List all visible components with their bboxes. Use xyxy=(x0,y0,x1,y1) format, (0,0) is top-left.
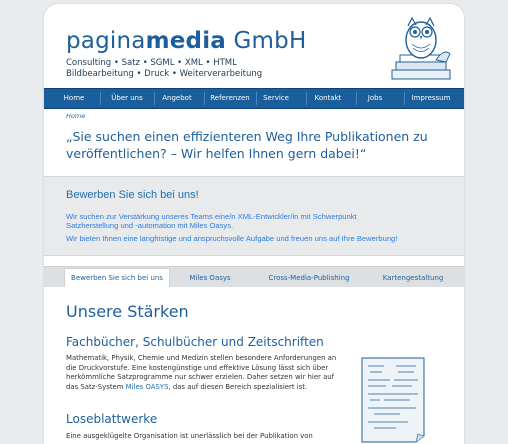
paragraph-line xyxy=(66,383,348,393)
brand-name-light: pagina xyxy=(66,28,146,54)
job-text-line: Wir suchen zur Verstärkung unseres Teams eine/n XML-Entwickler/in mit Schwerpunkt xyxy=(66,212,357,221)
nav-home[interactable]: Home xyxy=(63,94,85,102)
hero-quote xyxy=(66,128,456,162)
paragraph-line: herkömmliche Satzprogramme nur schwer erzielen. Daher setzen wir hier auf xyxy=(66,373,335,381)
tab-kartengestaltung[interactable]: Kartengestaltung xyxy=(382,274,444,282)
tagline-services: Consulting • Satz • SGML • XML • HTML xyxy=(66,58,237,68)
job-text-line: Satzherstellung und -automation mit Miles Oasys. xyxy=(66,221,234,230)
subsection-title: Fachbücher, Schulbücher und Zeitschriften xyxy=(66,335,324,349)
tagline-production: Bildbearbeitung • Druck • Weiterverarbeitung xyxy=(66,69,263,79)
main-navigation xyxy=(44,88,464,109)
nav-divider xyxy=(356,92,357,105)
hero-quote-line: veröffentlichen? – Wir helfen Ihnen gern dabei!“ xyxy=(66,146,367,161)
nav-angebot[interactable]: Angebot xyxy=(162,94,192,102)
nav-divider xyxy=(154,92,155,105)
nav-referenzen[interactable]: Referenzen xyxy=(210,94,250,102)
job-announcement xyxy=(44,176,464,256)
nav-jobs[interactable]: Jobs xyxy=(367,94,383,102)
nav-impressum[interactable]: Impressum xyxy=(411,94,451,102)
nav-divider xyxy=(256,92,257,105)
nav-divider xyxy=(306,92,307,105)
hero-quote-line: „Sie suchen einen effizienteren Weg Ihre Publikationen zu xyxy=(66,129,428,144)
nav-service[interactable]: Service xyxy=(263,94,289,102)
paragraph-line: Mathematik, Physik, Chemie und Medizin stellen besondere Anforderungen an xyxy=(66,354,337,362)
company-logo-text[interactable] xyxy=(66,28,306,54)
subsection-title: Loseblattwerke xyxy=(66,412,158,426)
paragraph-text: das Satz-System xyxy=(66,382,126,391)
miles-oasys-link[interactable]: Miles OASYS xyxy=(125,382,169,391)
subsection-paragraph: Eine ausgeklügelte Organisation ist unerlässlich bei der Publikation von xyxy=(66,432,313,440)
feature-tabs xyxy=(44,266,464,287)
math-formula-document-image xyxy=(360,356,426,444)
nav-kontakt[interactable]: Kontakt xyxy=(314,94,342,102)
paragraph-line: die Druckvorstufe. Eine kostengünstige und effektive Lösung lässt sich über xyxy=(66,363,329,372)
nav-ueber-uns[interactable]: Über uns xyxy=(111,94,143,102)
nav-divider xyxy=(100,92,101,105)
job-title: Bewerben Sie sich bei uns! xyxy=(66,189,199,201)
owl-on-books-icon xyxy=(390,10,454,82)
nav-divider xyxy=(404,92,405,105)
subsection-paragraph xyxy=(66,354,348,392)
brand-name-bold: media xyxy=(145,28,226,54)
tab-bewerben[interactable]: Bewerben Sie sich bei uns xyxy=(64,268,170,287)
breadcrumb-home[interactable]: Home xyxy=(66,112,86,120)
section-heading: Unsere Stärken xyxy=(66,302,189,321)
page-container xyxy=(44,4,464,444)
brand-name-rest: GmbH xyxy=(226,28,307,54)
tab-miles-oasys[interactable]: Miles Oasys xyxy=(189,274,231,282)
paragraph-text: , das auf diesen Bereich spezialisiert ist. xyxy=(168,382,308,391)
job-text-line: Wir bieten Ihnen eine langfristige und anspruchsvolle Aufgabe und freuen uns auf Ihre Bewerbung! xyxy=(66,234,398,243)
tab-cross-media[interactable]: Cross-Media-Publishing xyxy=(268,274,350,282)
nav-divider xyxy=(204,92,205,105)
